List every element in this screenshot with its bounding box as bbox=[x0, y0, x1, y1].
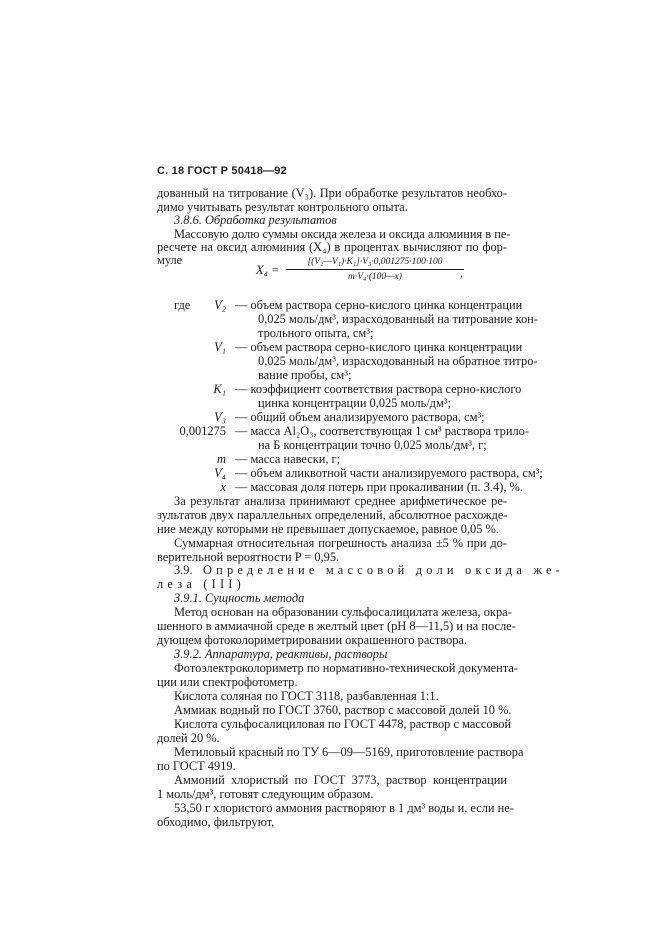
section-heading-3-8-6: 3.8.6. Обработка результатов bbox=[174, 213, 337, 227]
formula-x4 bbox=[256, 256, 476, 286]
def-symbol: m bbox=[217, 452, 226, 466]
list-item: 53,50 г хлористого аммония растворяют в 1 дм³ воды и, если не- bbox=[174, 801, 514, 815]
formula-numerator: [(V₂—V₁)·K₁]·V₃·0,001275·100·100 bbox=[286, 256, 464, 270]
section-title-3-9-cont: леза (III) bbox=[157, 577, 245, 591]
list-item-cont: по ГОСТ 4919. bbox=[157, 759, 236, 773]
text-line: шенного в аммиачной среде в желтый цвет (рН 8—11,5) и на после- bbox=[157, 619, 516, 633]
list-item: Фотоэлектроколориметр по нормативно-технической документа- bbox=[174, 661, 518, 675]
def-symbol: 0,001275 bbox=[179, 424, 226, 438]
def-line: — общий объем анализируемого раствора, см³; bbox=[235, 410, 485, 424]
formula-comma: , bbox=[460, 266, 464, 280]
text-line: муле bbox=[157, 253, 183, 267]
text-line: ние между которыми не превышает допускаемое, равное 0,05 %. bbox=[157, 522, 499, 536]
def-line: — объем аликвотной части анализируемого раствора, см³; bbox=[235, 466, 543, 480]
page-header: С. 18 ГОСТ Р 50418—92 bbox=[157, 165, 287, 177]
list-item-cont: обходимо, фильтруют, bbox=[157, 815, 275, 829]
section-number-3-9: 3.9. bbox=[174, 563, 193, 577]
def-symbol: V₂ bbox=[214, 298, 226, 312]
def-symbol: K₁ bbox=[213, 382, 226, 396]
def-line: цинка концентрации 0,025 моль/дм³; bbox=[258, 396, 451, 410]
def-symbol: x bbox=[220, 480, 226, 494]
def-line: на Б концентрации точно 0,025 моль/дм³, г; bbox=[258, 438, 487, 452]
list-item: Аммоний хлористый по ГОСТ 3773, раствор концентрации bbox=[174, 773, 507, 787]
text-line: дующем фотоколориметрировании окрашенного раствора. bbox=[157, 633, 468, 647]
def-line: — коэффициент соответствия раствора серно-кислого bbox=[235, 382, 522, 396]
text-line: Массовую долю суммы оксида железа и оксида алюминия в пе- bbox=[174, 227, 511, 241]
section-title-3-9: Определение массовой доли оксида же- bbox=[203, 563, 565, 577]
formula-lhs: X₄ = bbox=[256, 263, 280, 277]
def-line: — массовая доля потерь при прокаливании (п. 3.4), %. bbox=[235, 480, 523, 494]
def-line: трольного опыта, см³; bbox=[258, 326, 374, 340]
text-line: димо учитывать результат контрольного опыта. bbox=[157, 200, 408, 214]
text-line: За результат анализа принимают среднее арифметическое ре- bbox=[174, 494, 507, 508]
text-line: дованный на титрование (V₃). При обработке результатов необхо- bbox=[157, 186, 507, 200]
list-item-cont: 1 моль/дм³, готовят следующим образом. bbox=[157, 787, 374, 801]
formula-denominator: m·V₄·(100—x) bbox=[348, 272, 402, 282]
def-symbol: V₁ bbox=[214, 340, 226, 354]
list-item: Кислота сульфосалициловая по ГОСТ 4478, раствор с массовой bbox=[174, 717, 512, 731]
def-line: 0,025 моль/дм³, израсходованный на титрование кон- bbox=[258, 312, 538, 326]
def-symbol: V₄ bbox=[214, 466, 226, 480]
list-item: Кислота соляная по ГОСТ 3118, разбавленная 1:1. bbox=[174, 689, 439, 703]
section-heading-3-9-2: 3.9.2. Аппаратура, реактивы, растворы bbox=[174, 647, 388, 661]
def-line: — масса Al₂O₃, соответствующая 1 см³ раствора трило- bbox=[235, 424, 529, 438]
formula-fraction bbox=[286, 256, 464, 283]
text-line: ресчете на оксид алюминия (X₄) в процентах вычисляют по фор- bbox=[157, 240, 507, 254]
text-line: верительной вероятности P = 0,95. bbox=[157, 550, 340, 564]
list-item-cont: долей 20 %. bbox=[157, 731, 220, 745]
def-line: — масса навески, г; bbox=[235, 452, 341, 466]
text-line: Суммарная относительная погрешность анализа ±5 % при до- bbox=[174, 536, 507, 550]
def-line: вание пробы, см³; bbox=[258, 368, 352, 382]
text-line: зультатов двух параллельных определений, абсолютное расхожде- bbox=[157, 508, 508, 522]
list-item: Метиловый красный по ТУ 6—09—5169, приготовление раствора bbox=[174, 745, 524, 759]
def-line: 0,025 моль/дм³, израсходованный на обратное титро- bbox=[258, 354, 538, 368]
text-line: Метод основан на образовании сульфосалицилата железа, окра- bbox=[174, 605, 512, 619]
list-item-cont: ции или спектрофотометр. bbox=[157, 675, 298, 689]
list-item: Аммиак водный по ГОСТ 3760, раствор с массовой долей 10 %. bbox=[174, 703, 512, 717]
def-symbol: V₃ bbox=[214, 410, 226, 424]
def-line: — объем раствора серно-кислого цинка концентрации bbox=[235, 298, 523, 312]
def-line: — объем раствора серно-кислого цинка концентрации bbox=[235, 340, 523, 354]
section-heading-3-9-1: 3.9.1. Сущность метода bbox=[174, 591, 305, 605]
where-label: где bbox=[174, 298, 191, 312]
